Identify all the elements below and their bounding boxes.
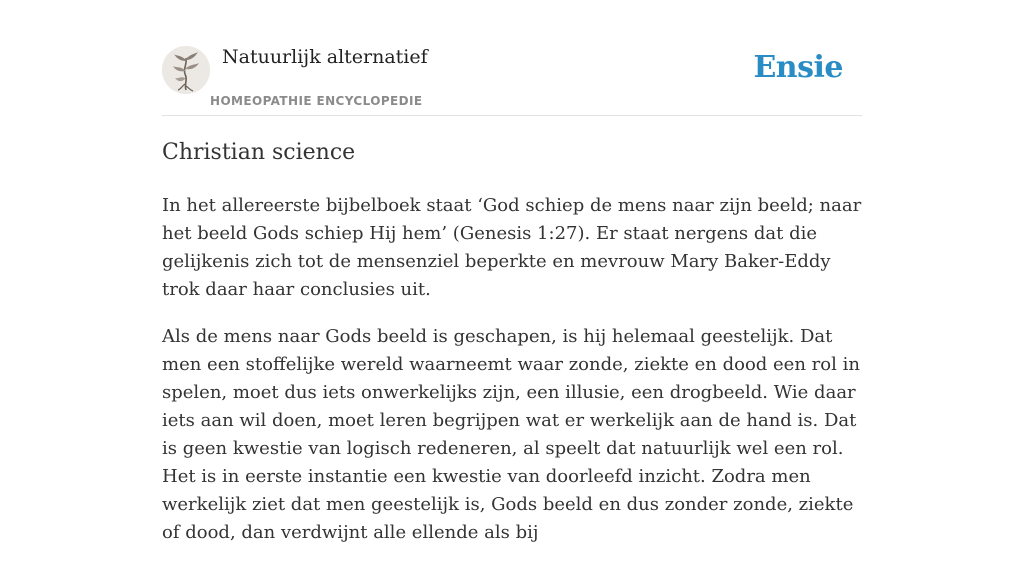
site-subtitle: HOMEOPATHIE ENCYCLOPEDIE <box>210 94 423 108</box>
site-name[interactable]: Natuurlijk alternatief <box>222 46 428 68</box>
content-container <box>162 0 862 543</box>
brand-logo-link[interactable]: Ensie <box>753 50 843 85</box>
site-header <box>162 0 862 116</box>
article-body <box>162 192 862 566</box>
article-paragraph: Als de mens naar Gods beeld is geschapen, is hij helemaal geestelijk. Dat men een stoffelijke wereld waarneemt waar zonde, ziekte en dood een rol in spelen, moet dus iets onwerkelijks zijn, een illusie, een drogbeeld. Wie daar iets aan wil doen, moet leren begrijpen wat er werkelijk aan de hand is. Dat is geen kwestie van logisch redeneren, al speelt dat natuurlijk wel een rol. Het is in eerste instantie een kwestie van doorleefd inzicht. Zodra men werkelijk ziet dat men geestelijk is, Gods beeld en dus zonder zonde, ziekte of dood, dan verdwijnt alle ellende als bij <box>162 326 860 543</box>
plant-sprout-icon[interactable] <box>162 46 210 94</box>
article-title: Christian science <box>162 140 356 165</box>
article-paragraph: In het allereerste bijbelboek staat ‘God schiep de mens naar zijn beeld; naar het beeld Gods schiep Hij hem’ (Genesis 1:27). Er staat nergens dat die gelijkenis zich tot de mensenziel beperkte en mevrouw Mary Baker-Eddy trok daar haar conclusies uit. <box>162 195 862 300</box>
